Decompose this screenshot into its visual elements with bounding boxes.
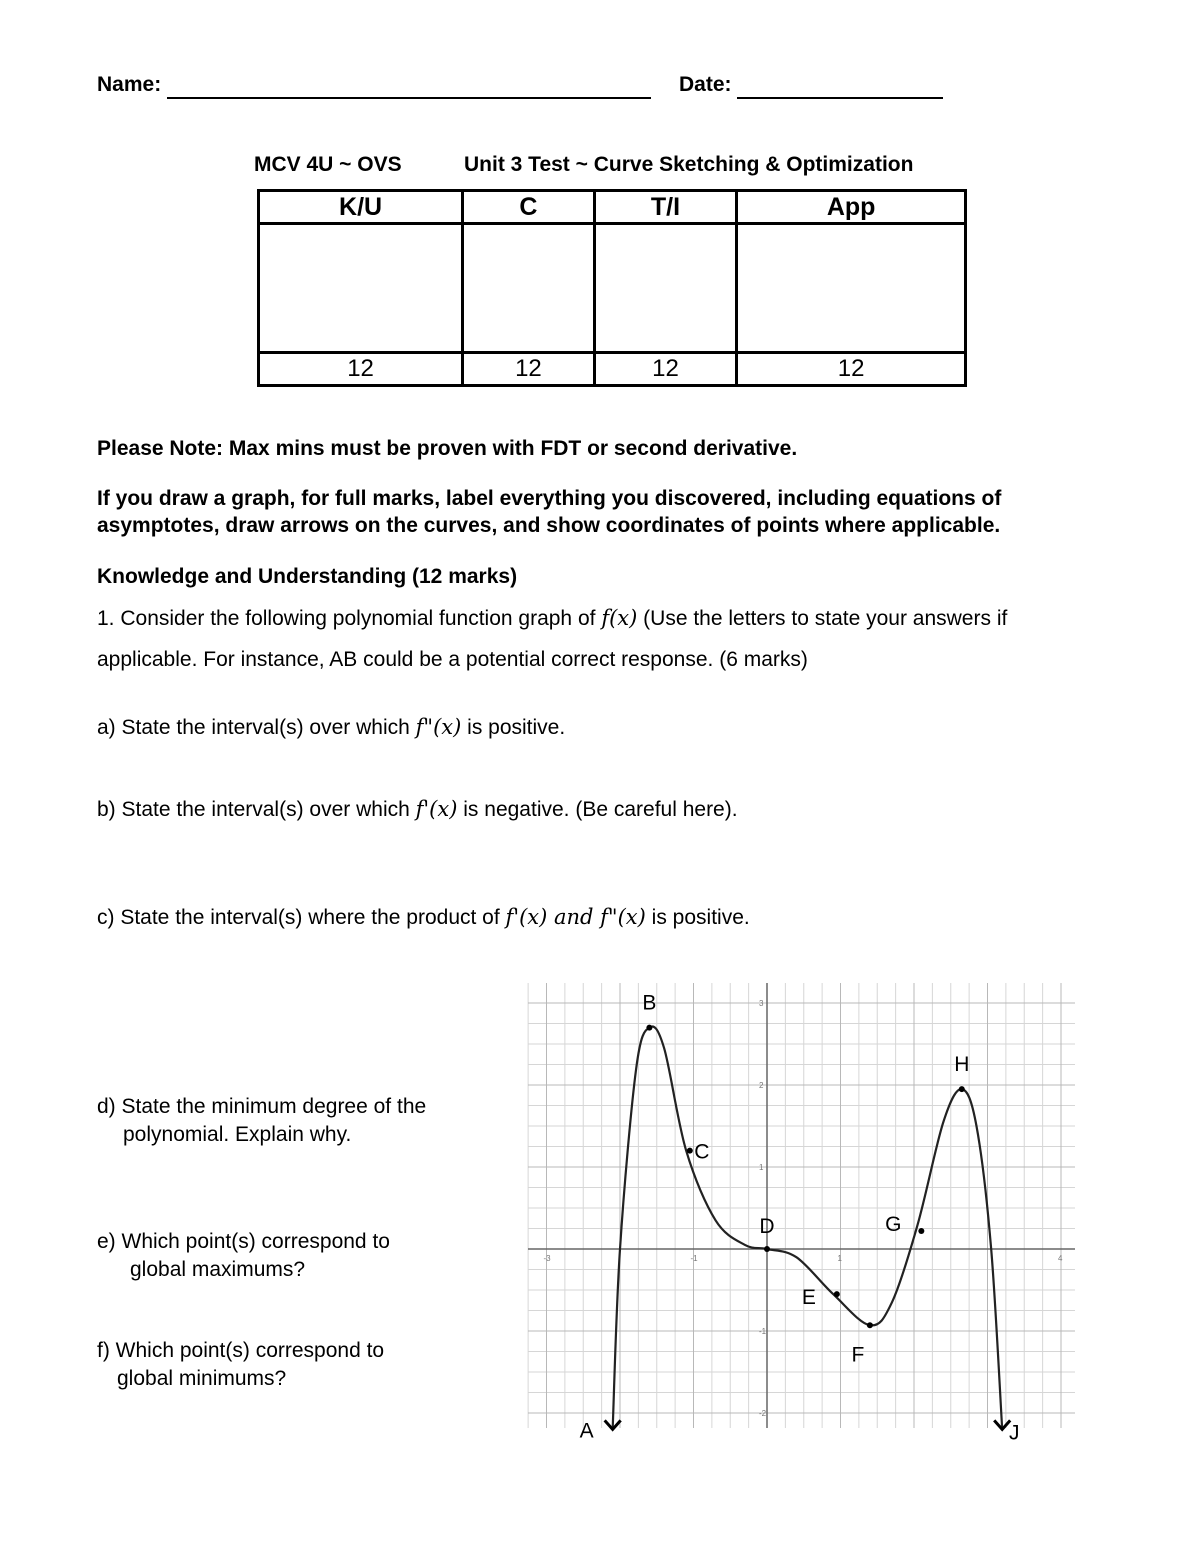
section-title: Knowledge and Understanding (12 marks) <box>97 565 518 588</box>
graph-axes <box>528 983 1075 1428</box>
q1a-text-2: is positive. <box>467 716 566 739</box>
q1c-text-2: is positive. <box>651 906 750 929</box>
date-label: Date: <box>679 73 732 96</box>
q1f-line1: f) Which point(s) correspond to <box>97 1339 385 1362</box>
q1e-line2: global maximums? <box>130 1258 306 1281</box>
marks-col-app: App <box>737 191 966 224</box>
point-d <box>764 1246 770 1252</box>
point-g <box>918 1228 924 1234</box>
q1-intro-text-2: (Use the letters to state your answers if <box>643 607 1008 630</box>
point-label-a: A <box>579 1419 594 1443</box>
total-c: 12 <box>463 353 595 386</box>
y-tick-label: -2 <box>759 1409 767 1418</box>
name-label: Name: <box>97 73 162 96</box>
x-tick-label: 1 <box>837 1254 842 1263</box>
point-label-g: G <box>885 1212 902 1236</box>
point-label-b: B <box>642 991 657 1015</box>
point-label-c: C <box>694 1140 710 1164</box>
x-tick-label: -3 <box>543 1254 551 1263</box>
marks-col-ku: K/U <box>259 191 463 224</box>
q1d-line1: d) State the minimum degree of the <box>97 1095 427 1118</box>
q1e-line1: e) Which point(s) correspond to <box>97 1230 390 1253</box>
q1-intro-text: 1. Consider the following polynomial function graph of <box>97 607 596 630</box>
total-ti: 12 <box>594 353 737 386</box>
point-label-e: E <box>801 1286 816 1310</box>
q1b-math: f'(x) <box>415 797 458 821</box>
point-c <box>687 1148 693 1154</box>
note-graph-line1: If you draw a graph, for full marks, label everything you discovered, including equations of <box>97 487 1002 510</box>
point-label-d: D <box>759 1215 775 1238</box>
point-e <box>834 1291 840 1297</box>
labeled-points <box>580 992 1020 1445</box>
q1c-math: f'(x) and f"(x) <box>505 905 646 929</box>
note-max-mins: Please Note: Max mins must be proven with FDT or second derivative. <box>97 437 798 460</box>
point-label-f: F <box>851 1343 865 1367</box>
curve-fx <box>613 1026 1003 1429</box>
total-ku: 12 <box>259 353 463 386</box>
point-h <box>959 1086 965 1092</box>
point-f <box>867 1322 873 1328</box>
q1-intro-fx: f(x) <box>601 606 638 630</box>
q1-intro-line2: applicable. For instance, AB could be a potential correct response. (6 marks) <box>97 648 808 671</box>
q1c-text: c) State the interval(s) where the product of <box>97 906 500 929</box>
course-code: MCV 4U ~ OVS <box>254 153 402 176</box>
y-tick-label: -1 <box>759 1327 767 1336</box>
marks-col-c: C <box>463 191 595 224</box>
point-b <box>646 1025 652 1031</box>
q1a-text: a) State the interval(s) over which <box>97 716 410 739</box>
y-tick-label: 3 <box>759 999 764 1008</box>
total-app: 12 <box>737 353 966 386</box>
q1f-line2: global minimums? <box>117 1367 287 1390</box>
q1a-math: f"(x) <box>415 715 462 739</box>
q1b-text: b) State the interval(s) over which <box>97 798 410 821</box>
marks-col-ti: T/I <box>594 191 737 224</box>
graph-grid <box>528 983 1075 1428</box>
y-tick-label: 2 <box>759 1081 764 1090</box>
x-tick-label: 4 <box>1058 1254 1063 1263</box>
q1b-text-2: is negative. (Be careful here). <box>463 798 738 821</box>
y-tick-label: 1 <box>759 1163 764 1172</box>
point-label-j: J <box>1008 1421 1020 1445</box>
curve-end-arrows <box>605 1420 1011 1429</box>
x-tick-label: -1 <box>690 1254 698 1263</box>
test-title: Unit 3 Test ~ Curve Sketching & Optimization <box>464 153 914 176</box>
note-graph-line2: asymptotes, draw arrows on the curves, and show coordinates of points where applicable. <box>97 514 1001 537</box>
point-label-h: H <box>954 1053 970 1077</box>
q1d-line2: polynomial. Explain why. <box>123 1123 352 1146</box>
